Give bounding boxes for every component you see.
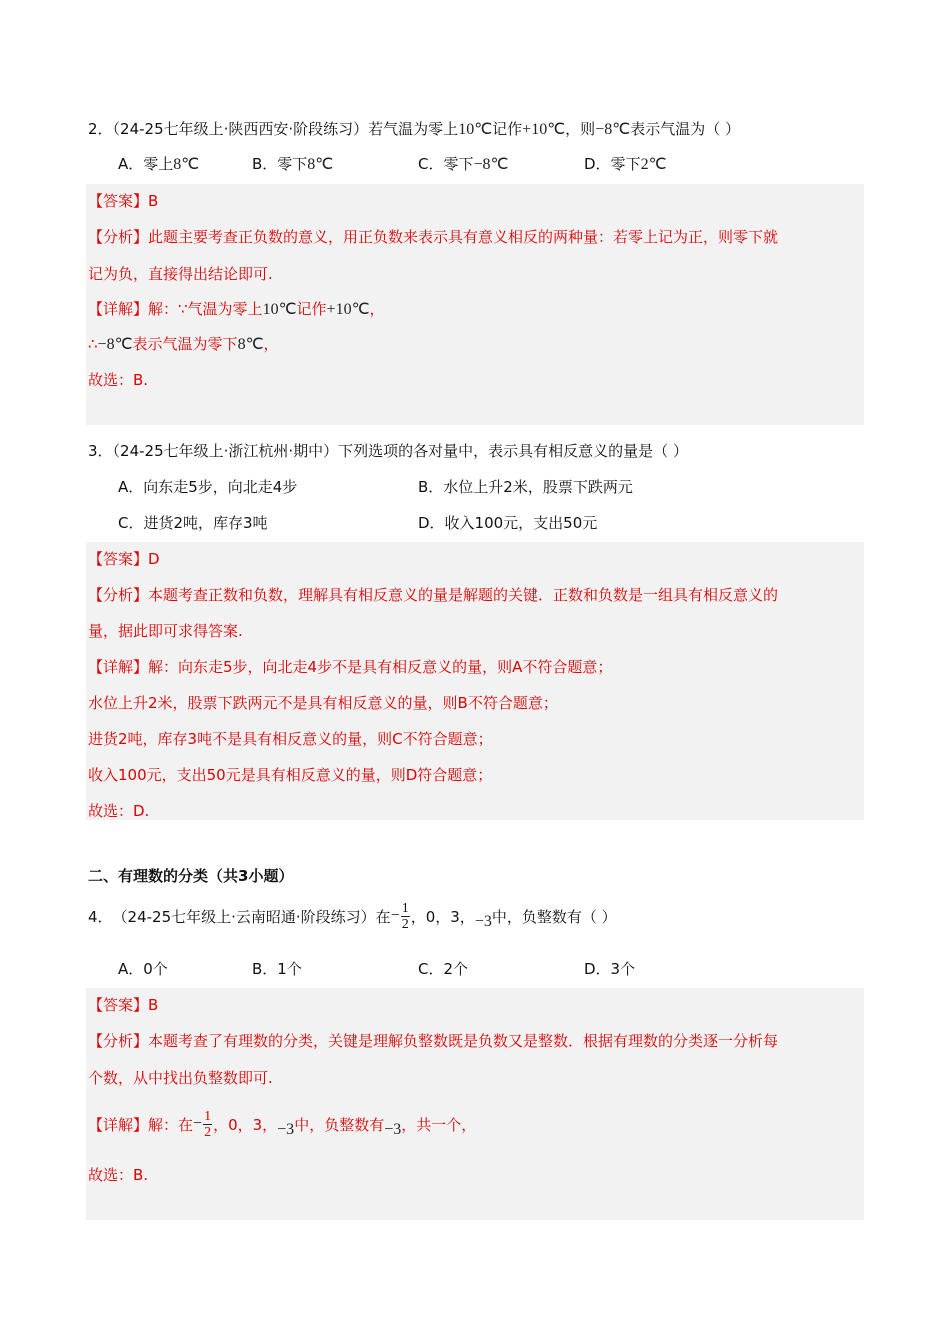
fraction-numerator: 1 bbox=[204, 1108, 212, 1124]
q3-option-a: A．向东走5步，向北走4步 bbox=[118, 478, 298, 496]
q4-source: （24-25七年级上·云南昭通·阶段练习） bbox=[112, 907, 376, 926]
q3-detail-line2: 水位上升2米，股票下跌两元不是具有相反意义的量，则B不符合题意； bbox=[88, 694, 558, 712]
detail-text: 记作 bbox=[296, 300, 327, 318]
q2-text: 若气温为零上 bbox=[368, 120, 459, 138]
q3-analysis-line1 bbox=[88, 584, 778, 605]
detail-text: 解：∵气温为零上 bbox=[148, 300, 263, 318]
detail-text: ， bbox=[369, 300, 385, 318]
detail-tag: 【详解】 bbox=[88, 300, 149, 318]
analysis-text: 本题考查了有理数的分类，关键是理解负整数既是负数又是整数．根据有理数的分类逐一分析每 bbox=[148, 1032, 779, 1050]
q4-option-d: D．3个 bbox=[584, 960, 636, 978]
q2-source: （24-25七年级上·陕西西安·阶段练习） bbox=[112, 120, 369, 138]
q4-choose: 故选：B. bbox=[88, 1166, 149, 1184]
q2-detail-line1 bbox=[88, 298, 385, 319]
answer-value: B bbox=[148, 192, 159, 210]
q4-fraction bbox=[401, 901, 410, 932]
q2-math-minus8c: −8℃ bbox=[595, 121, 631, 138]
section-heading: 二、有理数的分类（共3小题） bbox=[88, 867, 294, 885]
option-math: 8℃ bbox=[173, 156, 200, 173]
option-label: B．零下 bbox=[252, 155, 308, 173]
q2-number: 2． bbox=[88, 120, 113, 138]
q2-math-10c: 10℃ bbox=[458, 121, 493, 138]
fraction-denominator: 2 bbox=[401, 916, 409, 932]
q2-stem bbox=[88, 118, 740, 139]
q3-stem bbox=[88, 440, 688, 461]
analysis-text: 本题考查正数和负数，理解具有相反意义的量是解题的关键．正数和负数是一组具有相反意义的 bbox=[148, 586, 779, 604]
detail-math: +10℃ bbox=[326, 301, 370, 318]
option-math: 2℃ bbox=[640, 156, 667, 173]
detail-fraction bbox=[203, 1109, 212, 1140]
detail-text: 解：向东走5步，向北走4步不是具有相反意义的量，则A不符合题意； bbox=[148, 658, 613, 676]
analysis-tag: 【分析】 bbox=[88, 228, 149, 246]
q4-text: ，0，3， bbox=[410, 907, 475, 926]
q3-option-c: C．进货2吨，库存3吨 bbox=[118, 514, 268, 532]
q3-answer bbox=[88, 548, 160, 569]
q2-option-b bbox=[252, 153, 333, 174]
detail-text: ，共一个， bbox=[401, 1115, 477, 1134]
q4-analysis-line1 bbox=[88, 1030, 778, 1051]
analysis-tag: 【分析】 bbox=[88, 586, 149, 604]
q2-text: 表示气温为（ ） bbox=[630, 120, 740, 138]
fraction-numerator: 1 bbox=[401, 900, 409, 916]
q3-option-d: D．收入100元，支出50元 bbox=[418, 514, 598, 532]
q3-number: 3． bbox=[88, 442, 113, 460]
option-math: −8℃ bbox=[473, 156, 509, 173]
analysis-tag: 【分析】 bbox=[88, 1032, 149, 1050]
option-label: C．零下 bbox=[418, 155, 474, 173]
q4-minus-sign: − bbox=[390, 907, 400, 924]
q4-detail-line bbox=[88, 1102, 476, 1146]
q2-analysis-line1 bbox=[88, 226, 778, 247]
answer-tag: 【答案】 bbox=[88, 996, 149, 1014]
q3-text: 下列选项的各对量中，表示具有相反意义的量是（ ） bbox=[338, 442, 688, 460]
answer-tag: 【答案】 bbox=[88, 192, 149, 210]
q4-option-b: B．1个 bbox=[252, 960, 302, 978]
q2-text: 记作 bbox=[492, 120, 523, 138]
q4-text: 中，负整数有（ ） bbox=[491, 907, 617, 926]
fraction-denominator: 2 bbox=[204, 1124, 212, 1140]
detail-math: −3 bbox=[384, 1121, 402, 1138]
q3-option-b: B．水位上升2米，股票下跌两元 bbox=[418, 478, 633, 496]
q3-analysis-line2: 量，据此即可求得答案. bbox=[88, 622, 243, 640]
option-math: 8℃ bbox=[307, 156, 334, 173]
detail-tag: 【详解】 bbox=[88, 658, 149, 676]
detail-math: 10℃ bbox=[262, 301, 297, 318]
q3-detail-line1 bbox=[88, 656, 612, 677]
detail-text: 中，负整数有 bbox=[294, 1115, 385, 1134]
q4-option-c: C．2个 bbox=[418, 960, 469, 978]
detail-math: −3 bbox=[277, 1121, 295, 1138]
q2-math-plus10c: +10℃ bbox=[522, 121, 566, 138]
q3-source: （24-25七年级上·浙江杭州·期中） bbox=[112, 442, 339, 460]
q4-text: 在 bbox=[375, 907, 391, 926]
q2-detail-line2 bbox=[88, 333, 279, 354]
detail-math: 8℃ bbox=[237, 336, 264, 353]
option-label: A．零上 bbox=[118, 155, 174, 173]
q2-choose: 故选：B. bbox=[88, 371, 149, 389]
detail-text: 表示气温为零下 bbox=[132, 335, 238, 353]
detail-text: 解：在 bbox=[148, 1115, 194, 1134]
q4-math-minus3: −3 bbox=[474, 913, 492, 930]
detail-minus-sign: − bbox=[193, 1115, 203, 1132]
q2-option-d bbox=[584, 153, 667, 174]
q2-option-a bbox=[118, 153, 199, 174]
q4-analysis-line2: 个数，从中找出负整数即可. bbox=[88, 1069, 273, 1087]
q4-number: 4． bbox=[88, 907, 113, 926]
q3-choose: 故选：D. bbox=[88, 802, 150, 820]
q3-detail-line3: 进货2吨，库存3吨不是具有相反意义的量，则C不符合题意； bbox=[88, 730, 493, 748]
detail-text: ，0，3， bbox=[213, 1115, 278, 1134]
q2-analysis-line2: 记为负，直接得出结论即可. bbox=[88, 265, 273, 283]
q3-detail-line4: 收入100元，支出50元是具有相反意义的量，则D符合题意； bbox=[88, 766, 493, 784]
answer-tag: 【答案】 bbox=[88, 550, 149, 568]
detail-math: −8℃ bbox=[97, 336, 133, 353]
answer-value: D bbox=[148, 550, 160, 568]
q4-answer bbox=[88, 994, 158, 1015]
q2-option-c bbox=[418, 153, 508, 174]
q4-stem bbox=[88, 894, 617, 938]
answer-value: B bbox=[148, 996, 159, 1014]
detail-text: ， bbox=[263, 335, 279, 353]
q2-text: ，则 bbox=[565, 120, 596, 138]
detail-text: ∴ bbox=[88, 335, 98, 353]
option-label: D．零下 bbox=[584, 155, 641, 173]
analysis-text: 此题主要考查正负数的意义，用正负数来表示具有意义相反的两种量：若零上记为正，则零下就 bbox=[148, 228, 779, 246]
detail-tag: 【详解】 bbox=[88, 1115, 149, 1134]
q2-answer bbox=[88, 190, 158, 211]
q4-option-a: A．0个 bbox=[118, 960, 168, 978]
